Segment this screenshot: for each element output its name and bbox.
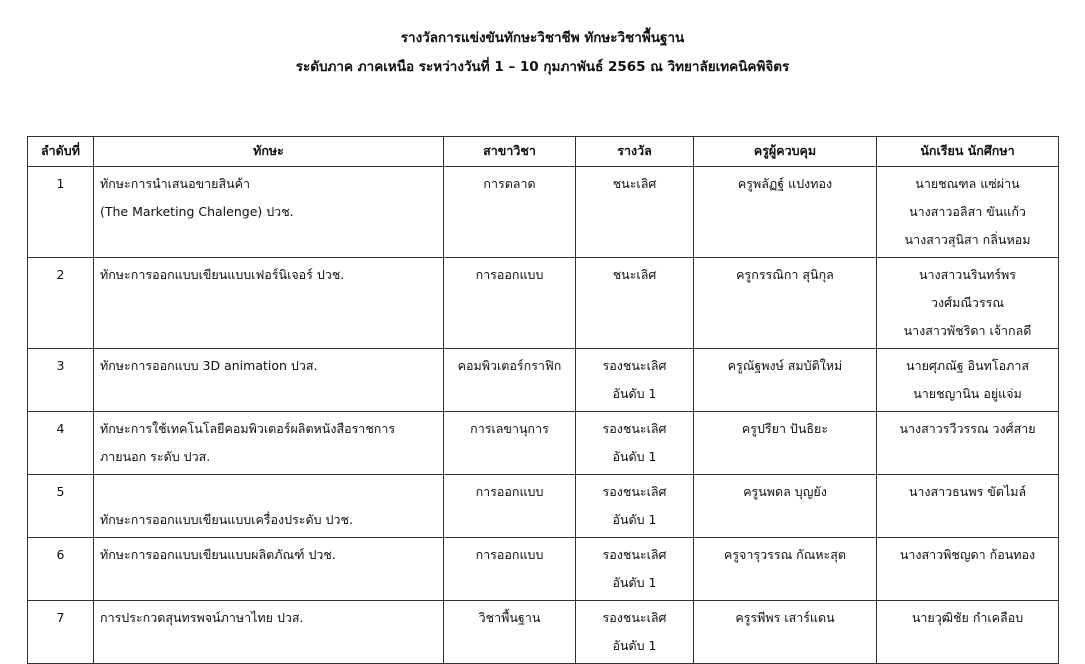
cell-order: 4 — [28, 412, 94, 475]
cell-students-line: นายชณฑล แซ่ผ่าน — [915, 176, 1020, 191]
cell-teacher: ครูปรียา ปันธิยะ — [694, 412, 877, 475]
cell-skill-line: ทักษะการออกแบบเขียนแบบผลิตภัณฑ์ ปวช. — [100, 547, 336, 562]
cell-skill — [94, 349, 444, 412]
cell-major: การออกแบบ — [444, 258, 576, 349]
column-header-major: สาขาวิชา — [444, 137, 576, 167]
cell-major: การตลาด — [444, 167, 576, 258]
cell-teacher: ครูนพดล บุญยัง — [694, 475, 877, 538]
cell-students-line: นางสาวนรินทร์พร — [918, 267, 1017, 282]
cell-award — [576, 538, 694, 601]
cell-skill-line: ภายนอก ระดับ ปวส. — [100, 449, 211, 464]
column-header-award: รางวัล — [576, 137, 694, 167]
cell-award-line: ชนะเลิศ — [612, 176, 657, 191]
cell-award-line: อันดับ 1 — [612, 386, 657, 401]
cell-students-line: นางสาวสุนิสา กลิ่นหอม — [904, 232, 1031, 247]
cell-students-line: นายศุภณัฐ อินทโอภาส — [906, 358, 1029, 373]
cell-students — [877, 349, 1059, 412]
document-title: รางวัลการแข่งขันทักษะวิชาชีพ ทักษะวิชาพื้นฐาน — [400, 30, 685, 46]
cell-award-line: ชนะเลิศ — [612, 267, 657, 282]
cell-award-line: รองชนะเลิศ — [602, 547, 667, 562]
cell-teacher: ครูณัฐพงษ์ สมบัติใหม่ — [694, 349, 877, 412]
cell-students — [877, 601, 1059, 664]
cell-award — [576, 412, 694, 475]
column-header-skill: ทักษะ — [94, 137, 444, 167]
cell-order: 3 — [28, 349, 94, 412]
column-header-order: ลำดับที่ — [28, 137, 94, 167]
cell-skill — [94, 412, 444, 475]
cell-order: 7 — [28, 601, 94, 664]
cell-students — [877, 167, 1059, 258]
cell-skill — [94, 258, 444, 349]
cell-award — [576, 167, 694, 258]
cell-students — [877, 412, 1059, 475]
cell-skill-line — [100, 478, 437, 506]
cell-teacher: ครูกรรณิกา สุนิกุล — [694, 258, 877, 349]
cell-skill — [94, 538, 444, 601]
cell-award-line: อันดับ 1 — [612, 449, 657, 464]
table-header-row — [28, 137, 1059, 167]
cell-skill-line: การประกวดสุนทรพจน์ภาษาไทย ปวส. — [100, 610, 304, 625]
cell-students — [877, 538, 1059, 601]
cell-students-line: นายชญานิน อยู่แจ่ม — [913, 386, 1022, 401]
table-row — [28, 412, 1059, 475]
cell-award — [576, 475, 694, 538]
cell-students-line: นางสาวพิชญดา ก้อนทอง — [899, 547, 1036, 562]
table-row — [28, 538, 1059, 601]
cell-teacher: ครูจารุวรรณ กัณหะสุต — [694, 538, 877, 601]
table-row — [28, 258, 1059, 349]
cell-students-line: วงศ์มณีวรรณ — [931, 295, 1004, 310]
table-row — [28, 475, 1059, 538]
cell-major: คอมพิวเตอร์กราฟิก — [444, 349, 576, 412]
cell-teacher: ครูรพีพร เสาร์แดน — [694, 601, 877, 664]
cell-order: 2 — [28, 258, 94, 349]
cell-skill-line: ทักษะการออกแบบเขียนแบบเครื่องประดับ ปวช. — [100, 512, 353, 527]
cell-award-line: รองชนะเลิศ — [602, 358, 667, 373]
cell-teacher: ครูพลัฏฐ์ แปงทอง — [694, 167, 877, 258]
cell-students-line: นางสาวอลิสา ขันแก้ว — [909, 204, 1026, 219]
cell-award-line: อันดับ 1 — [612, 512, 657, 527]
cell-order: 6 — [28, 538, 94, 601]
cell-award — [576, 601, 694, 664]
cell-skill-line: ทักษะการออกแบบ 3D animation ปวส. — [100, 358, 318, 373]
column-header-students: นักเรียน นักศึกษา — [877, 137, 1059, 167]
awards-table — [27, 136, 1059, 664]
document-subtitle: ระดับภาค ภาคเหนือ ระหว่างวันที่ 1 – 10 กุมภาพันธ์ 2565 ณ วิทยาลัยเทคนิคพิจิตร — [295, 59, 790, 75]
cell-skill-line: ทักษะการออกแบบเขียนแบบเฟอร์นิเจอร์ ปวช. — [100, 267, 345, 282]
cell-skill — [94, 601, 444, 664]
cell-award-line: รองชนะเลิศ — [602, 484, 667, 499]
cell-award-line: รองชนะเลิศ — [602, 421, 667, 436]
table-row — [28, 601, 1059, 664]
cell-students — [877, 258, 1059, 349]
cell-major: การออกแบบ — [444, 538, 576, 601]
cell-order: 1 — [28, 167, 94, 258]
cell-skill — [94, 475, 444, 538]
cell-order: 5 — [28, 475, 94, 538]
cell-skill-line: ทักษะการใช้เทคโนโลยีคอมพิวเตอร์ผลิตหนังสือราชการ — [100, 421, 396, 436]
cell-award — [576, 349, 694, 412]
cell-students-line: นายวุฒิชัย กำเคลือบ — [911, 610, 1024, 625]
table-row — [28, 167, 1059, 258]
cell-students-line: นางสาวรวีวรรณ วงศ์สาย — [899, 421, 1036, 436]
cell-skill-line: (The Marketing Chalenge) ปวช. — [100, 204, 294, 219]
cell-students-line: นางสาวพัชริดา เจ้ากลดี — [903, 323, 1032, 338]
table-row — [28, 349, 1059, 412]
cell-award-line: รองชนะเลิศ — [602, 610, 667, 625]
cell-major: การเลขานุการ — [444, 412, 576, 475]
cell-award — [576, 258, 694, 349]
cell-award-line: อันดับ 1 — [612, 575, 657, 590]
cell-major: วิชาพื้นฐาน — [444, 601, 576, 664]
column-header-teacher: ครูผู้ควบคุม — [694, 137, 877, 167]
cell-students — [877, 475, 1059, 538]
cell-skill — [94, 167, 444, 258]
cell-major: การออกแบบ — [444, 475, 576, 538]
cell-skill-line: ทักษะการนำเสนอขายสินค้า — [100, 176, 251, 191]
cell-students-line: นางสาวธนพร ขัดไมล์ — [908, 484, 1027, 499]
cell-award-line: อันดับ 1 — [612, 638, 657, 653]
